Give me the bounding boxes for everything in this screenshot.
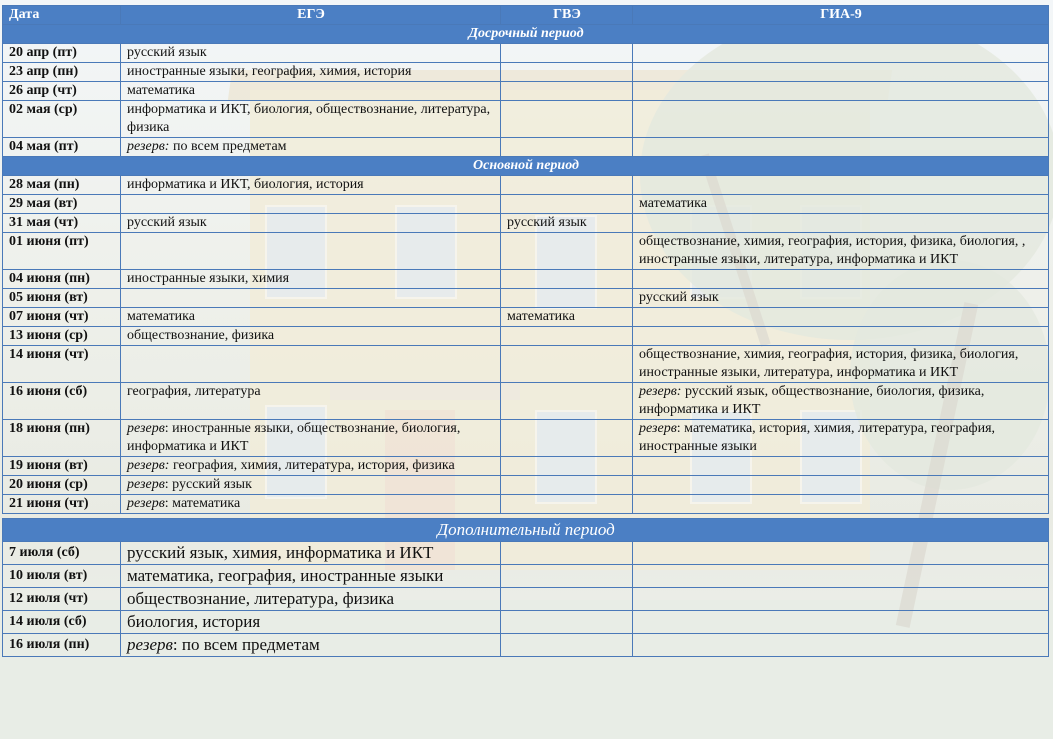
- cell-gia: [633, 101, 1049, 138]
- table-row: [3, 63, 1049, 82]
- exam-date: 18 июня (пн): [3, 420, 121, 457]
- header-ege: ЕГЭ: [121, 6, 501, 25]
- cell-gve: [501, 270, 633, 289]
- exam-date: 04 июня (пн): [3, 270, 121, 289]
- header-gve: ГВЭ: [501, 6, 633, 25]
- cell-ege: [121, 346, 501, 383]
- cell-gve: [501, 346, 633, 383]
- ege-subjects: иностранные языки, химия: [127, 271, 290, 286]
- cell-ege: [121, 383, 501, 420]
- table-row: [3, 289, 1049, 308]
- cell-gia: [633, 270, 1049, 289]
- cell-gia: [633, 176, 1049, 195]
- cell-ege: [121, 289, 501, 308]
- period-title: Дополнительный период: [3, 519, 1049, 542]
- cell-gia: [633, 214, 1049, 233]
- period-title: Основной период: [3, 157, 1049, 176]
- cell-ege: [121, 138, 501, 157]
- cell-gve: [501, 308, 633, 327]
- exam-date: 05 июня (вт): [3, 289, 121, 308]
- cell-gia: [633, 289, 1049, 308]
- cell-gia: [633, 457, 1049, 476]
- table-row: [3, 327, 1049, 346]
- exam-date: 07 июня (чт): [3, 308, 121, 327]
- table-row: [3, 346, 1049, 383]
- cell-gve: [501, 611, 633, 634]
- cell-gve: [501, 476, 633, 495]
- ege-subjects: русский язык, химия, информатика и ИКТ: [127, 543, 434, 562]
- table-row: [3, 588, 1049, 611]
- gia-subjects: математика: [639, 196, 707, 211]
- table-row: [3, 308, 1049, 327]
- reserve-label: резерв: [127, 421, 165, 436]
- table-row: [3, 195, 1049, 214]
- cell-gve: [501, 542, 633, 565]
- ege-subjects: русский язык: [127, 45, 207, 60]
- period-row: [3, 519, 1049, 542]
- reserve-label: резерв: [639, 421, 677, 436]
- cell-ege: [121, 82, 501, 101]
- cell-gve: [501, 420, 633, 457]
- table-row: [3, 233, 1049, 270]
- exam-date: 04 мая (пт): [3, 138, 121, 157]
- reserve-label: резерв: [127, 496, 165, 511]
- cell-gia: [633, 420, 1049, 457]
- cell-gve: [501, 44, 633, 63]
- table-row: [3, 383, 1049, 420]
- cell-gve: [501, 495, 633, 514]
- table-row: [3, 138, 1049, 157]
- table-row: [3, 542, 1049, 565]
- cell-ege: [121, 233, 501, 270]
- exam-date: 20 июня (ср): [3, 476, 121, 495]
- cell-gve: [501, 138, 633, 157]
- cell-ege: [121, 63, 501, 82]
- table-row: [3, 214, 1049, 233]
- header-date: Дата: [3, 6, 121, 25]
- table-row: [3, 565, 1049, 588]
- header-row: [3, 6, 1049, 25]
- cell-gia: [633, 82, 1049, 101]
- period-title: Досрочный период: [3, 25, 1049, 44]
- exam-date: 02 мая (ср): [3, 101, 121, 138]
- table-row: [3, 495, 1049, 514]
- cell-gia: [633, 63, 1049, 82]
- cell-ege: [121, 176, 501, 195]
- cell-ege: [121, 308, 501, 327]
- ege-subjects: география, литература: [127, 384, 261, 399]
- cell-gia: [633, 327, 1049, 346]
- cell-gve: [501, 176, 633, 195]
- table-row: [3, 82, 1049, 101]
- period-row: [3, 25, 1049, 44]
- cell-gia: [633, 495, 1049, 514]
- cell-gia: [633, 138, 1049, 157]
- gia-subjects: русский язык: [639, 290, 719, 305]
- gve-subjects: математика: [507, 309, 575, 324]
- gia-subjects: : математика, история, химия, литература, география, иностранные языки: [639, 421, 996, 454]
- period-row: [3, 157, 1049, 176]
- reserve-label: резерв:: [639, 384, 682, 399]
- ege-subjects: информатика и ИКТ, биология, история: [127, 177, 364, 192]
- ege-subjects: : по всем предметам: [172, 635, 320, 654]
- cell-gia: [633, 44, 1049, 63]
- cell-ege: [121, 101, 501, 138]
- cell-gia: [633, 195, 1049, 214]
- exam-date: 01 июня (пт): [3, 233, 121, 270]
- gia-subjects: обществознание, химия, география, история, физика, биология, иностранные языки, литература, информатика и ИКТ: [639, 347, 1019, 380]
- cell-gve: [501, 195, 633, 214]
- cell-ege: [121, 495, 501, 514]
- cell-gia: [633, 308, 1049, 327]
- ege-subjects: математика: [127, 83, 195, 98]
- ege-subjects: : русский язык: [164, 477, 252, 492]
- exam-date: 10 июля (вт): [3, 565, 121, 588]
- reserve-label: резерв:: [127, 458, 170, 473]
- cell-ege: [121, 195, 501, 214]
- cell-gve: [501, 82, 633, 101]
- ege-subjects: биология, история: [127, 612, 261, 631]
- ege-subjects: иностранные языки, география, химия, история: [127, 64, 412, 79]
- reserve-label: резерв: [127, 477, 165, 492]
- gia-subjects: русский язык, обществознание, биология, физика, информатика и ИКТ: [639, 384, 985, 417]
- ege-subjects: : математика: [164, 496, 241, 511]
- cell-gia: [633, 588, 1049, 611]
- cell-gve: [501, 565, 633, 588]
- cell-gia: [633, 634, 1049, 657]
- table-row: [3, 457, 1049, 476]
- exam-date: 13 июня (ср): [3, 327, 121, 346]
- cell-gve: [501, 327, 633, 346]
- ege-subjects: : иностранные языки, обществознание, биология, информатика и ИКТ: [127, 421, 461, 454]
- cell-gia: [633, 565, 1049, 588]
- exam-date: 16 июня (сб): [3, 383, 121, 420]
- exam-schedule-table: [2, 5, 1049, 657]
- ege-subjects: обществознание, физика: [127, 328, 275, 343]
- exam-date: 23 апр (пн): [3, 63, 121, 82]
- cell-ege: [121, 634, 501, 657]
- exam-date: 7 июля (сб): [3, 542, 121, 565]
- cell-gve: [501, 101, 633, 138]
- cell-gve: [501, 457, 633, 476]
- exam-date: 19 июня (вт): [3, 457, 121, 476]
- cell-gve: [501, 289, 633, 308]
- table-row: [3, 420, 1049, 457]
- cell-gia: [633, 611, 1049, 634]
- cell-gia: [633, 383, 1049, 420]
- cell-ege: [121, 457, 501, 476]
- exam-date: 12 июля (чт): [3, 588, 121, 611]
- cell-gia: [633, 233, 1049, 270]
- exam-date: 28 мая (пн): [3, 176, 121, 195]
- header-gia: ГИА-9: [633, 6, 1049, 25]
- cell-gia: [633, 542, 1049, 565]
- ege-subjects: география, химия, литература, история, физика: [169, 458, 455, 473]
- cell-gia: [633, 346, 1049, 383]
- reserve-label: резерв:: [127, 139, 170, 154]
- cell-ege: [121, 270, 501, 289]
- table-row: [3, 101, 1049, 138]
- gve-subjects: русский язык: [507, 215, 587, 230]
- ege-subjects: по всем предметам: [169, 139, 287, 154]
- ege-subjects: информатика и ИКТ, биология, обществознание, литература, физика: [127, 102, 491, 135]
- exam-date: 14 июля (сб): [3, 611, 121, 634]
- table-row: [3, 611, 1049, 634]
- cell-ege: [121, 214, 501, 233]
- table-row: [3, 270, 1049, 289]
- cell-ege: [121, 327, 501, 346]
- cell-gia: [633, 476, 1049, 495]
- ege-subjects: математика, география, иностранные языки: [127, 566, 444, 585]
- cell-ege: [121, 611, 501, 634]
- table-row: [3, 44, 1049, 63]
- exam-date: 31 мая (чт): [3, 214, 121, 233]
- cell-ege: [121, 565, 501, 588]
- cell-ege: [121, 420, 501, 457]
- cell-gve: [501, 214, 633, 233]
- cell-ege: [121, 44, 501, 63]
- table-row: [3, 476, 1049, 495]
- ege-subjects: русский язык: [127, 215, 207, 230]
- reserve-label: резерв: [127, 635, 173, 654]
- cell-gve: [501, 634, 633, 657]
- table-row: [3, 634, 1049, 657]
- exam-date: 26 апр (чт): [3, 82, 121, 101]
- cell-ege: [121, 588, 501, 611]
- exam-date: 21 июня (чт): [3, 495, 121, 514]
- exam-date: 20 апр (пт): [3, 44, 121, 63]
- ege-subjects: математика: [127, 309, 195, 324]
- ege-subjects: обществознание, литература, физика: [127, 589, 395, 608]
- cell-ege: [121, 542, 501, 565]
- cell-gve: [501, 233, 633, 270]
- exam-date: 29 мая (вт): [3, 195, 121, 214]
- cell-gve: [501, 383, 633, 420]
- cell-ege: [121, 476, 501, 495]
- cell-gve: [501, 588, 633, 611]
- cell-gve: [501, 63, 633, 82]
- exam-date: 16 июля (пн): [3, 634, 121, 657]
- exam-date: 14 июня (чт): [3, 346, 121, 383]
- table-row: [3, 176, 1049, 195]
- gia-subjects: обществознание, химия, география, история, физика, биология, , иностранные языки, литература, информатика и ИКТ: [639, 234, 1026, 267]
